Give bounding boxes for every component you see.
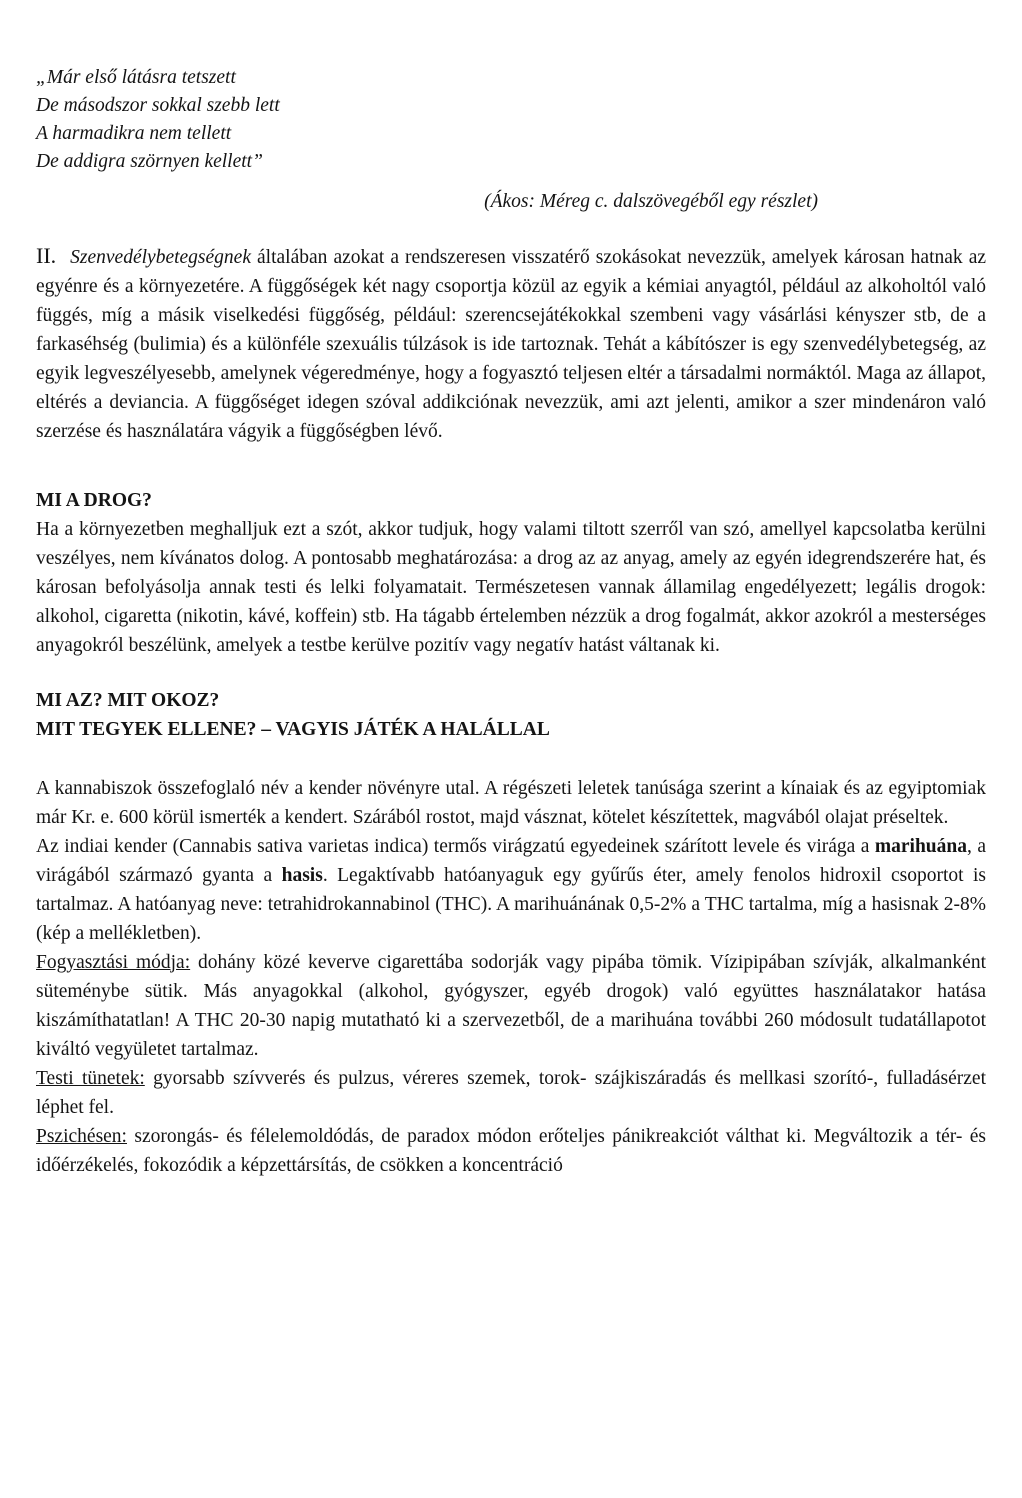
kannabisz-p2-c: . Legaktívabb hatóanyaguk egy gyűrűs éter, amely fenolos hidroxil csoportot is tartalmaz. A hatóanyag neve: tetrahidrokannabinol (THC). A marihuánának 0,5-2% a THC tartalma, míg a hasisnak 2-8% (kép a mellékletben). xyxy=(36,864,987,944)
section-ii-text: általában azokat a rendszeresen visszatérő szokásokat nevezzük, amelyek károsan hatnak az egyénre és a környezetére. A függőségek két nagy csoportja közül az egyik a kémiai anyagtól, például az alkoholtól való függés, míg a másik viselkedési függőség, például: szerencsejátékokkal szembeni vagy vásárlási kényszer stb, de a farkaséhség (bulimia) és a különféle szexuális túlzások is ide tartoznak. Tehát a kábítószer is egy szenvedélybetegség, az egyik legveszélyesebb, amelynek végeredménye, hogy a fogyasztó teljesen eltér a társadalmi normáktól. Maga az állapot, eltérés a deviancia. A függőséget idegen szóval addikciónak nevezzük, ami azt jelenti, amikor a szer mindenáron való szerzése és használatára vágyik a függőségben lévő. xyxy=(36,247,987,442)
poem-line-4: De addigra szörnyen kellett” xyxy=(36,151,263,172)
kannabisz-paragraph-1: A kannabiszok összefoglaló név a kender növényre utal. A régészeti leletek tanúsága szerint a kínaiak és az egyiptomiak már Kr. e. 600 körül ismerték a kendert. Szárából rostot, majd vásznat, kötelet készítettek, magvából olajat préseltek. xyxy=(36,777,986,828)
pszichesen-text: szorongás- és félelemoldódás, de paradox módon erőteljes pánikreakciót válthat ki. Megváltozik a tér- és időérzékelés, fokozódik a képzettársítás, de csökken a koncentráció xyxy=(36,1125,987,1176)
testi-tunetek-label: Testi tünetek: xyxy=(36,1067,145,1089)
poem-line-3: A harmadikra nem tellett xyxy=(36,123,232,144)
heading-jatek-a-halallal: MIT TEGYEK ELLENE? – VAGYIS JÁTÉK A HALÁLLAL xyxy=(36,718,550,740)
term-hasis: hasis xyxy=(281,864,323,886)
pszichesen-paragraph xyxy=(36,1122,986,1180)
term-marihuana: marihuána xyxy=(874,835,967,857)
heading-mi-a-drog: MI A DROG? xyxy=(36,489,152,511)
drog-paragraph: Ha a környezetben meghalljuk ezt a szót, akkor tudjuk, hogy valami tiltott szerről van szó, amellyel kapcsolatba kerülni veszélyes, nem kívánatos dolog. A pontosabb meghatározása: a drog az az anyag, amely az egyén idegrendszerére hat, és károsan befolyásolja annak testi és lelki folyamatait. Természetesen vannak államilag engedélyezett; legális drogok: alkohol, cigaretta (nikotin, kávé, koffein) stb. Ha tágabb értelemben nézzük a drog fogalmát, akkor azokról a mesterséges anyagokról beszélünk, amelyek a testbe kerülve pozitív vagy negatív hatást váltanak ki. xyxy=(36,518,986,656)
poem-line-2: De másodszor sokkal szebb lett xyxy=(36,95,280,116)
poem-line-1: „Már első látásra tetszett xyxy=(36,67,236,88)
fogyasztas-text: dohány közé keverve cigarettába sodorják vagy pipába tömik. Vízipipában szívják, alkalmanként süteménybe sütik. Más anyagokkal (alkohol, gyógyszer, egyéb drogok) való együttes használatakor hatása kiszámíthatatlan! A THC 20-30 napig mutatható ki a szervezetből, de a marihuána további 260 módosult tudatállapotot kiváltó vegyületet tartalmaz. xyxy=(36,951,987,1060)
kannabisz-p2-b: , a virágából származó gyanta a xyxy=(36,835,986,886)
poem-attribution: (Ákos: Méreg c. dalszövegéből egy részlet) xyxy=(484,191,818,212)
kannabisz-paragraph-2 xyxy=(36,832,986,948)
document-page xyxy=(36,64,986,1180)
section-term: Szenvedélybetegségnek xyxy=(70,247,251,268)
pszichesen-label: Pszichésen: xyxy=(36,1125,127,1147)
kannabisz-p2-a: Az indiai kender (Cannabis sativa varietas indica) termős virágzatú egyedeinek szárított levele és virága a xyxy=(36,835,870,857)
heading-mi-az: MI AZ? MIT OKOZ? xyxy=(36,689,220,711)
fogyasztas-paragraph xyxy=(36,948,986,1064)
fogyasztas-label: Fogyasztási módja: xyxy=(36,951,191,973)
poem xyxy=(36,64,986,176)
section-numeral: II. xyxy=(36,243,57,268)
testi-tunetek-text: gyorsabb szívverés és pulzus, véreres szemek, torok- szájkiszáradás és mellkasi szorító-, fulladásérzet léphet fel. xyxy=(36,1067,987,1118)
testi-tunetek-paragraph xyxy=(36,1064,986,1122)
section-ii-paragraph xyxy=(36,241,986,446)
